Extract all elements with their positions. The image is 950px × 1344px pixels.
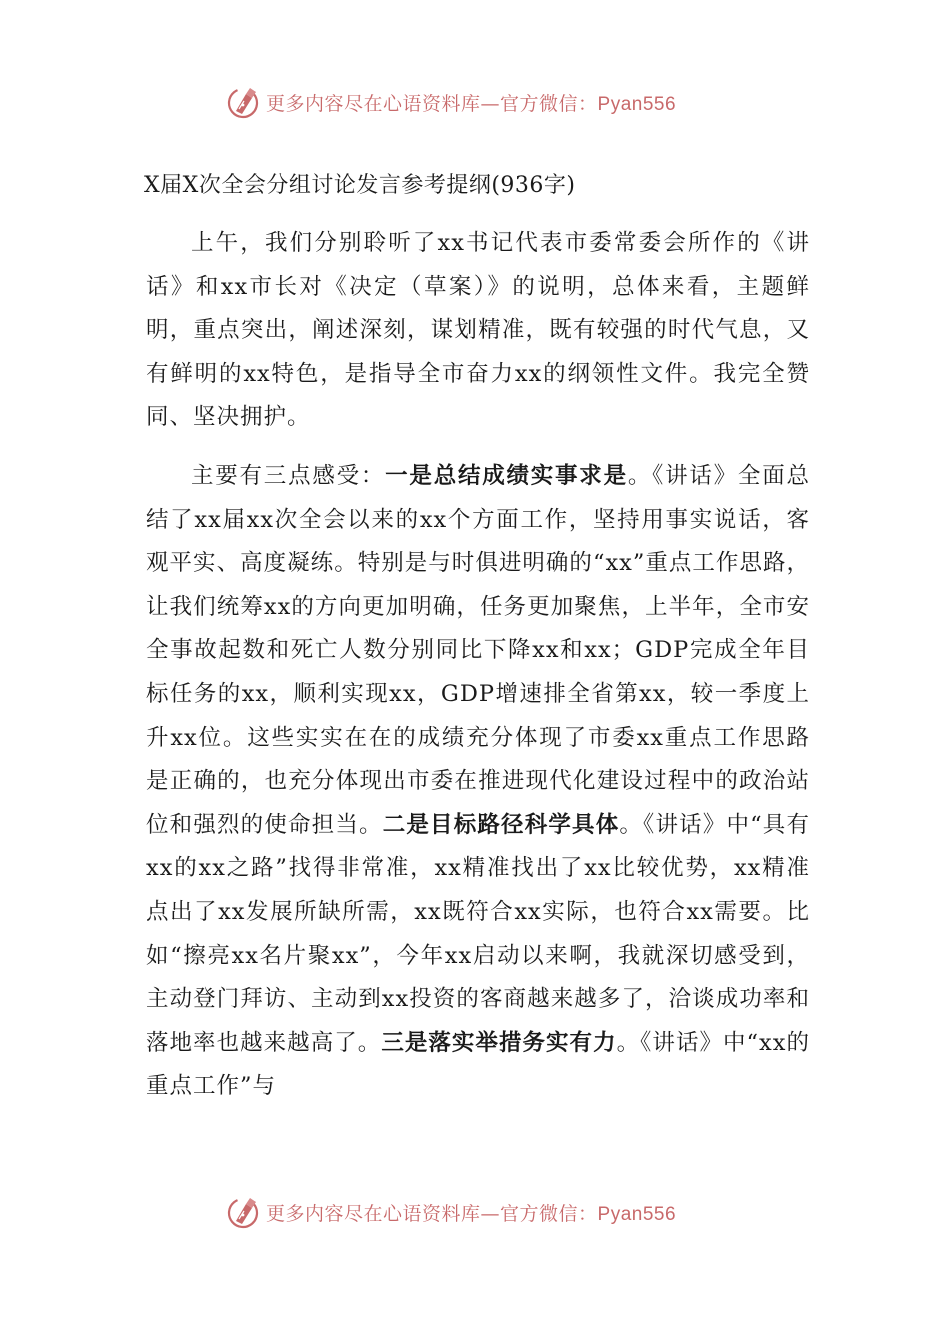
pen-nib-logo-icon — [226, 1194, 262, 1230]
pen-nib-logo-icon — [226, 84, 262, 120]
bold-heading-phrase: 三是落实举措务实有力 — [381, 1029, 617, 1056]
bold-heading-phrase: 二是目标路径科学具体 — [382, 811, 620, 838]
footer-banner — [0, 1192, 950, 1232]
header-banner-content — [226, 82, 676, 122]
banner-dash: — — [480, 1202, 501, 1225]
document-title: X届X次全会分组讨论发言参考提纲(936字) — [144, 173, 576, 198]
banner-wechat-id: Pyan556 — [597, 93, 677, 115]
banner-dash: — — [480, 92, 501, 115]
body-paragraph — [146, 222, 810, 440]
banner-text — [266, 1199, 676, 1226]
bold-heading-phrase: 一是总结成绩实事求是 — [385, 462, 628, 489]
paragraph-text: 主要有三点感受： — [191, 462, 386, 489]
banner-official-label: 官方微信： — [500, 92, 598, 115]
document-body — [146, 222, 810, 1109]
banner-wechat-id: Pyan556 — [597, 1203, 677, 1225]
banner-official-label: 官方微信： — [500, 1202, 598, 1225]
body-paragraph — [146, 455, 810, 1109]
header-banner — [0, 82, 950, 122]
banner-main-text: 更多内容尽在心语资料库 — [266, 92, 481, 115]
paragraph-text: 。《讲话》中“xx的重点工作”与 — [146, 1029, 810, 1100]
paragraph-text: 上午，我们分别聆听了xx书记代表市委常委会所作的《讲话》和xx市长对《决定（草案）》的说明，总体来看，主题鲜明，重点突出，阐述深刻，谋划精准，既有较强的时代气息，又有鲜明的xx特色，是指导全市奋力xx的纲领性文件。我完全赞同、坚决拥护。 — [146, 230, 810, 431]
paragraph-text: 。《讲话》全面总结了xx届xx次全会以来的xx个方面工作，坚持用事实说话，客观平实、高度凝练。特别是与时俱进明确的“xx”重点工作思路，让我们统筹xx的方向更加明确，任务更加聚焦，上半年，全市安全事故起数和死亡人数分别同比下降xx和xx；GDP完成全年目标任务的xx，顺利实现xx，GDP增速排全省第xx，较一季度上升xx位。这些实实在在的成绩充分体现了市委xx重点工作思路是正确的，也充分体现出市委在推进现代化建设过程中的政治站位和强烈的使命担当。 — [146, 462, 810, 838]
footer-banner-content — [226, 1192, 676, 1232]
banner-text — [266, 89, 676, 116]
paragraph-text: 。《讲话》中“具有xx的xx之路”找得非常准，xx精准找出了xx比较优势，xx精准点出了xx发展所缺所需，xx既符合xx实际，也符合xx需要。比如“擦亮xx名片聚xx”，今年xx启动以来啊，我就深切感受到，主动登门拜访、主动到xx投资的客商越来越多了，洽谈成功率和落地率也越来越高了。 — [146, 811, 810, 1056]
banner-main-text: 更多内容尽在心语资料库 — [266, 1202, 481, 1225]
